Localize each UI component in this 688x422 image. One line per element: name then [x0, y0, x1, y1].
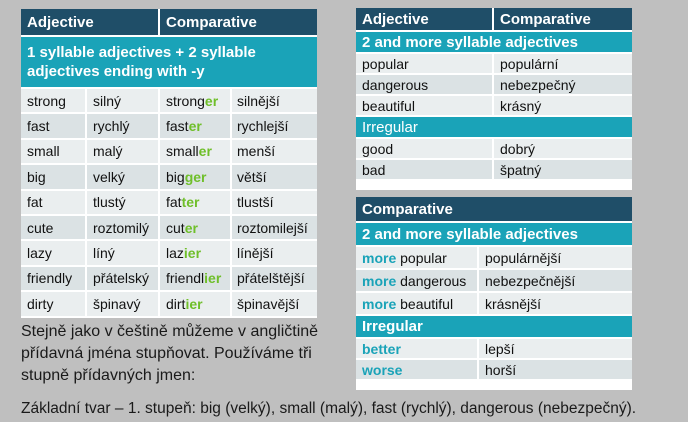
- adjective-en: big: [21, 165, 87, 188]
- more-prefix: more: [362, 295, 397, 312]
- table-row: [356, 268, 632, 291]
- irregular-title: Irregular: [362, 118, 418, 136]
- comparative-base: cut: [166, 219, 185, 236]
- comparative-base: fast: [166, 118, 189, 135]
- comparative-cz: silnější: [232, 89, 317, 112]
- adjective-cz: líný: [87, 241, 160, 264]
- right-bottom-irregular-body: [356, 337, 632, 379]
- comparative-suffix: er: [204, 92, 219, 109]
- comparative-cz: lepší: [479, 339, 632, 358]
- adjective-cz: roztomilý: [87, 216, 160, 239]
- comparative-en: [160, 140, 232, 163]
- comparative-cz: větší: [232, 165, 317, 188]
- comparative-cz: populárnější: [479, 247, 632, 268]
- right-top-header: [356, 8, 632, 30]
- comparative-en: [160, 89, 232, 112]
- adjective-cz: silný: [87, 89, 160, 112]
- adjective-cz: přátelský: [87, 267, 160, 290]
- comparative-en: [160, 114, 232, 137]
- paragraph-line: stupně přídavných jmen:: [21, 367, 196, 384]
- right-bottom-irregular-row: [356, 314, 632, 337]
- adjective-en: good: [356, 139, 494, 158]
- left-adjective-table: [21, 9, 317, 316]
- table-row: [356, 158, 632, 179]
- comparative-base: strong: [166, 92, 205, 109]
- comparative-suffix: ier: [185, 295, 203, 312]
- header-comparative: Comparative: [494, 8, 632, 30]
- adjective-en: beautiful: [356, 96, 494, 115]
- header-adjective: Adjective: [21, 9, 160, 35]
- comparative-cz: přátelštější: [232, 267, 317, 290]
- adjective-en: dangerous: [356, 75, 494, 94]
- comparative-en: [160, 216, 232, 239]
- adjective-word: popular: [396, 249, 447, 266]
- adjective-cz: dobrý: [494, 139, 632, 158]
- table-row: [21, 165, 317, 190]
- comparative-suffix: er: [188, 118, 202, 135]
- adjective-cz: velký: [87, 165, 160, 188]
- comparative-cz: nebezpečnější: [479, 270, 632, 291]
- more-prefix: more: [362, 249, 397, 266]
- right-bottom-header: [356, 197, 632, 221]
- adjective-word: dangerous: [396, 272, 467, 289]
- left-table-header: [21, 9, 317, 35]
- table-row: [356, 73, 632, 94]
- adjective-en: bad: [356, 160, 494, 179]
- comparative-suffix: ter: [181, 194, 200, 211]
- right-top-section-row: [356, 30, 632, 52]
- table-row: [356, 245, 632, 268]
- comparative-suffix: er: [184, 219, 198, 236]
- comparative-base: dirt: [166, 295, 186, 312]
- adjective-cz: populární: [494, 54, 632, 73]
- adjective-cz: špatný: [494, 160, 632, 179]
- comparative-suffix: er: [198, 143, 212, 160]
- adjective-word: beautiful: [396, 295, 454, 312]
- comparative-base: laz: [166, 245, 184, 262]
- adjective-cz: tlustý: [87, 191, 160, 214]
- more-prefix: more: [362, 272, 397, 289]
- comparative-base: big: [166, 168, 185, 185]
- table-row: [356, 52, 632, 73]
- adjective-cz: krásný: [494, 96, 632, 115]
- table-row: [21, 140, 317, 165]
- table-row: [21, 216, 317, 241]
- section-title: 1 syllable adjectives + 2 syllable adjectives ending with -y: [27, 44, 256, 80]
- table-row: [21, 292, 317, 317]
- comparative-base: friendl: [166, 270, 205, 287]
- table-row: [21, 241, 317, 266]
- adjective-en: fast: [21, 114, 87, 137]
- table-row: [21, 114, 317, 139]
- section-title: 2 and more syllable adjectives: [362, 33, 578, 51]
- right-top-adjective-table: [356, 8, 632, 190]
- adjective-en: fat: [21, 191, 87, 214]
- comparative-en: [356, 247, 479, 268]
- adjective-en: friendly: [21, 267, 87, 290]
- comparative-cz: špinavější: [232, 292, 317, 315]
- right-top-irregular-row: [356, 115, 632, 137]
- table-row: [356, 358, 632, 379]
- left-table-body: [21, 89, 317, 318]
- adjective-cz: špinavý: [87, 292, 160, 315]
- table-row: [21, 267, 317, 292]
- adjective-cz: rychlý: [87, 114, 160, 137]
- base-form-line: Základní tvar – 1. stupeň: big (velký), small (malý), fast (rychlý), dangerous (nebezpečný).: [21, 400, 637, 417]
- explanation-paragraph: [21, 321, 351, 387]
- adjective-en: strong: [21, 89, 87, 112]
- section-title: 2 and more syllable adjectives: [362, 225, 578, 243]
- adjective-en: popular: [356, 54, 494, 73]
- header-adjective: Adjective: [356, 8, 494, 30]
- left-section-title-row: [21, 35, 317, 89]
- comparative-cz: tlustší: [232, 191, 317, 214]
- table-row: [356, 291, 632, 314]
- adjective-en: dirty: [21, 292, 87, 315]
- comparative-suffix: ier: [183, 245, 202, 262]
- comparative-base: fat: [166, 194, 182, 211]
- header-comparative: Comparative: [356, 197, 632, 221]
- header-comparative: Comparative: [160, 9, 317, 35]
- table-row: [356, 94, 632, 115]
- right-top-body: [356, 52, 632, 115]
- adjective-en: small: [21, 140, 87, 163]
- adjective-en: cute: [21, 216, 87, 239]
- comparative-en: [160, 191, 232, 214]
- right-bottom-comparative-table: [356, 197, 632, 390]
- irregular-title: Irregular: [362, 318, 423, 335]
- adjective-en: lazy: [21, 241, 87, 264]
- comparative-cz: krásnější: [479, 293, 632, 314]
- comparative-cz: rychlejší: [232, 114, 317, 137]
- comparative-en: worse: [356, 360, 479, 379]
- table-row: [356, 337, 632, 358]
- comparative-cz: menší: [232, 140, 317, 163]
- comparative-en: [356, 293, 479, 314]
- comparative-en: [160, 267, 232, 290]
- comparative-cz: roztomilejší: [232, 216, 317, 239]
- right-bottom-section-row: [356, 221, 632, 245]
- comparative-en: better: [356, 339, 479, 358]
- comparative-en: [356, 270, 479, 291]
- comparative-suffix: ger: [184, 168, 207, 185]
- comparative-cz: horší: [479, 360, 632, 379]
- table-row: [21, 89, 317, 114]
- comparative-en: [160, 292, 232, 315]
- comparative-base: small: [166, 143, 199, 160]
- right-bottom-body: [356, 245, 632, 314]
- paragraph-line: Stejně jako v češtině můžeme v angličtině: [21, 323, 319, 340]
- adjective-cz: nebezpečný: [494, 75, 632, 94]
- paragraph-line: přídavná jména stupňovat. Používáme tři: [21, 345, 312, 362]
- comparative-cz: línější: [232, 241, 317, 264]
- right-top-irregular-body: [356, 137, 632, 179]
- table-row: [21, 191, 317, 216]
- adjective-cz: malý: [87, 140, 160, 163]
- table-row: [356, 137, 632, 158]
- comparative-suffix: ier: [204, 270, 222, 287]
- comparative-en: [160, 165, 232, 188]
- comparative-en: [160, 241, 232, 264]
